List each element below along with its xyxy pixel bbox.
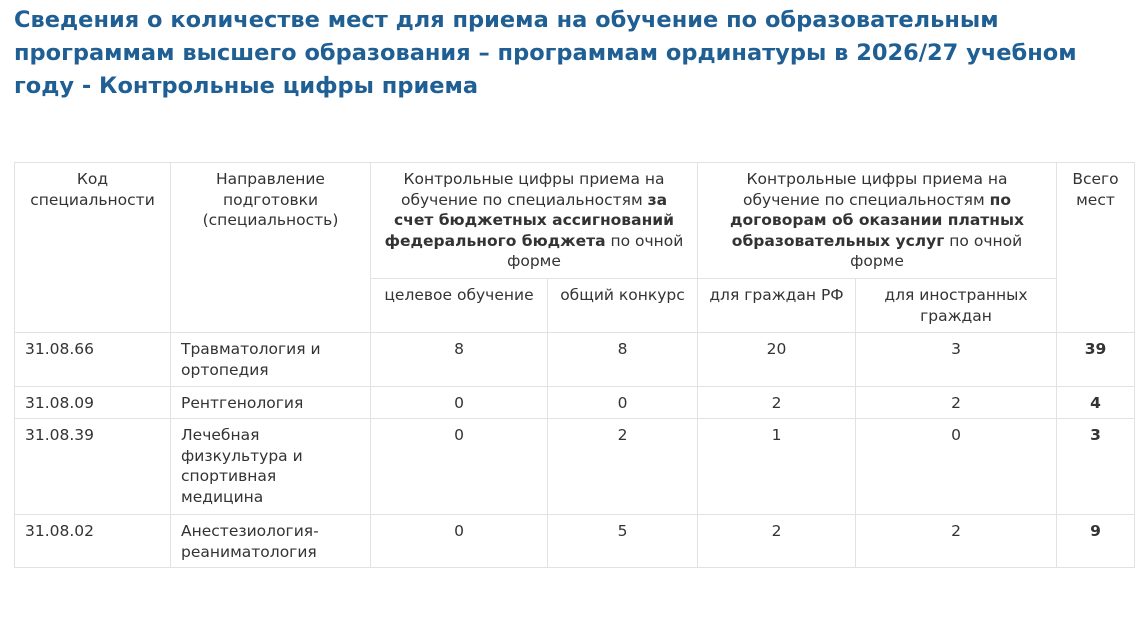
cell-total: 39 (1057, 333, 1135, 387)
header-total: Всего мест (1057, 163, 1135, 333)
subheader-target: целевое обучение (371, 279, 548, 333)
cell-rf: 2 (698, 515, 856, 568)
cell-general: 2 (548, 419, 698, 515)
cell-foreign: 2 (856, 387, 1057, 419)
cell-name: Рентгенология (171, 387, 371, 419)
header-paid (698, 163, 1057, 279)
subheader-foreign: для иностранных граждан (856, 279, 1057, 333)
cell-code: 31.08.39 (15, 419, 171, 515)
cell-target: 8 (371, 333, 548, 387)
table-row (15, 387, 1135, 419)
cell-general: 5 (548, 515, 698, 568)
header-paid-suffix: по очной форме (850, 231, 1023, 270)
table-row (15, 333, 1135, 387)
cell-code: 31.08.09 (15, 387, 171, 419)
table-row (15, 419, 1135, 515)
cell-foreign: 0 (856, 419, 1057, 515)
cell-name: Анестезиология-реаниматология (171, 515, 371, 568)
header-paid-prefix: Контрольные цифры приема на обучение по специальностям (743, 170, 1008, 209)
cell-rf: 2 (698, 387, 856, 419)
subheader-general: общий конкурс (548, 279, 698, 333)
table-header-row (15, 163, 1135, 279)
cell-rf: 1 (698, 419, 856, 515)
cell-total: 3 (1057, 419, 1135, 515)
cell-name: Травматология и ортопедия (171, 333, 371, 387)
cell-rf: 20 (698, 333, 856, 387)
header-budget-suffix: по очной форме (507, 231, 684, 270)
header-direction: Направление подготовки (специальность) (171, 163, 371, 333)
cell-foreign: 2 (856, 515, 1057, 568)
admission-table (14, 162, 1135, 568)
header-budget-bold: за счет бюджетных ассигнований федерального бюджета (384, 190, 675, 250)
cell-total: 9 (1057, 515, 1135, 568)
cell-general: 8 (548, 333, 698, 387)
header-paid-bold: по договорам об оказании платных образовательных услуг (729, 190, 1024, 250)
cell-total: 4 (1057, 387, 1135, 419)
header-budget-prefix: Контрольные цифры приема на обучение по специальностям (400, 170, 665, 209)
table-row (15, 515, 1135, 568)
cell-target: 0 (371, 419, 548, 515)
cell-code: 31.08.02 (15, 515, 171, 568)
subheader-rf-citizens: для граждан РФ (698, 279, 856, 333)
cell-target: 0 (371, 515, 548, 568)
header-budget (371, 163, 698, 279)
page-title: Сведения о количестве мест для приема на обучение по образовательным программам высшего образования – программам ординатуры в 2026/27 учебном году - Контрольные цифры приема (14, 7, 1077, 99)
cell-name: Лечебная физкультура и спортивная медицина (171, 419, 371, 515)
cell-target: 0 (371, 387, 548, 419)
header-code: Код специальности (15, 163, 171, 333)
cell-code: 31.08.66 (15, 333, 171, 387)
cell-foreign: 3 (856, 333, 1057, 387)
cell-general: 0 (548, 387, 698, 419)
